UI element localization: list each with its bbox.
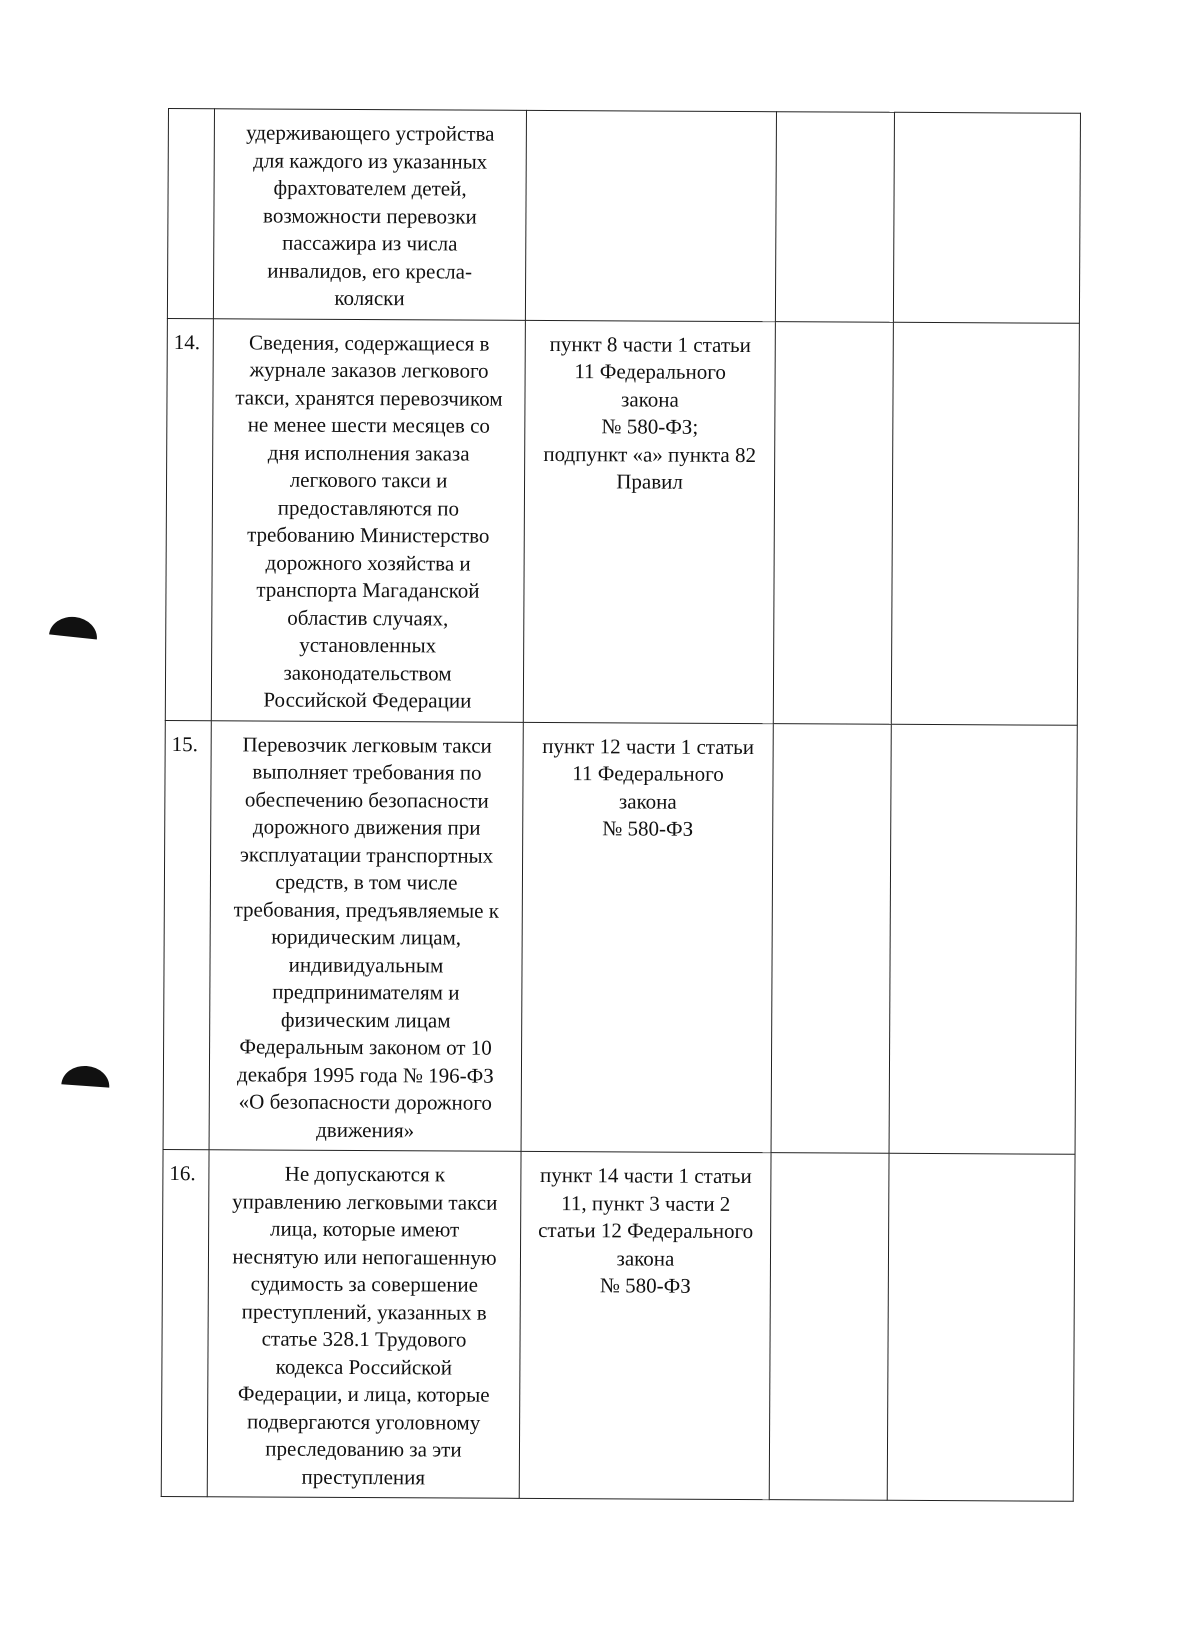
reference-cell [525,110,776,321]
reference-cell: пункт 8 части 1 статьи 11 Федерального закона № 580-ФЗ; подпункт «а» пункта 82 Правил [523,320,775,723]
requirement-cell: Перевозчик легковым такси выполняет требования по обеспечению безопасности дорожного движения при эксплуатации транспортных средств, в том числе требования, предъявляемые к юридическим лицам, индивидуальным предпринимателям и физическим лицам Федеральным законом от 10 декабря 1995 года № 196-ФЗ «О безопасности дорожного движения» [209,720,523,1151]
requirements-table [161,108,1081,1502]
reference-cell: пункт 14 части 1 статьи 11, пункт 3 части 2 статьи 12 Федерального закона № 580-ФЗ [519,1151,771,1499]
requirement-cell: Сведения, содержащиеся в журнале заказов легкового такси, хранятся перевозчиком не менее шести месяцев со дня исполнения заказа легкового такси и предоставляются по требованию Министерство дорожного хозяйства и транспорта Магаданской областив случаях, установленных законодательством Российской Федерации [211,318,525,722]
row-number: 14. [165,318,213,720]
empty-cell [775,112,894,322]
empty-cell [893,112,1080,322]
empty-cell [889,724,1077,1154]
requirement-cell: Не допускаются к управлению легковыми такси лица, которые имеют неснятую или непогашенную судимость за совершение преступлений, указанных в статье 328.1 Трудового кодекса Российской Федерации, и лица, которые подвергаются уголовному преследованию за эти преступления [207,1150,521,1499]
reference-cell: пункт 12 части 1 статьи 11 Федерального закона № 580-ФЗ [521,722,773,1153]
scan-mark [49,615,99,640]
empty-cell [769,1153,889,1501]
table-row [167,109,1080,323]
empty-cell [773,321,893,724]
table-row [163,720,1077,1154]
empty-cell [771,723,891,1153]
row-number: 15. [163,720,211,1150]
requirement-cell: удерживающего устройства для каждого из указанных фрахтователем детей, возможности перевозки пассажира из числа инвалидов, его кресла- коляски [213,109,526,320]
table-row [165,318,1079,725]
table-row [161,1149,1075,1501]
row-number: 16. [161,1149,209,1496]
scan-mark [61,1064,110,1087]
empty-cell [891,322,1079,725]
empty-cell [887,1153,1075,1501]
row-number [167,109,214,319]
